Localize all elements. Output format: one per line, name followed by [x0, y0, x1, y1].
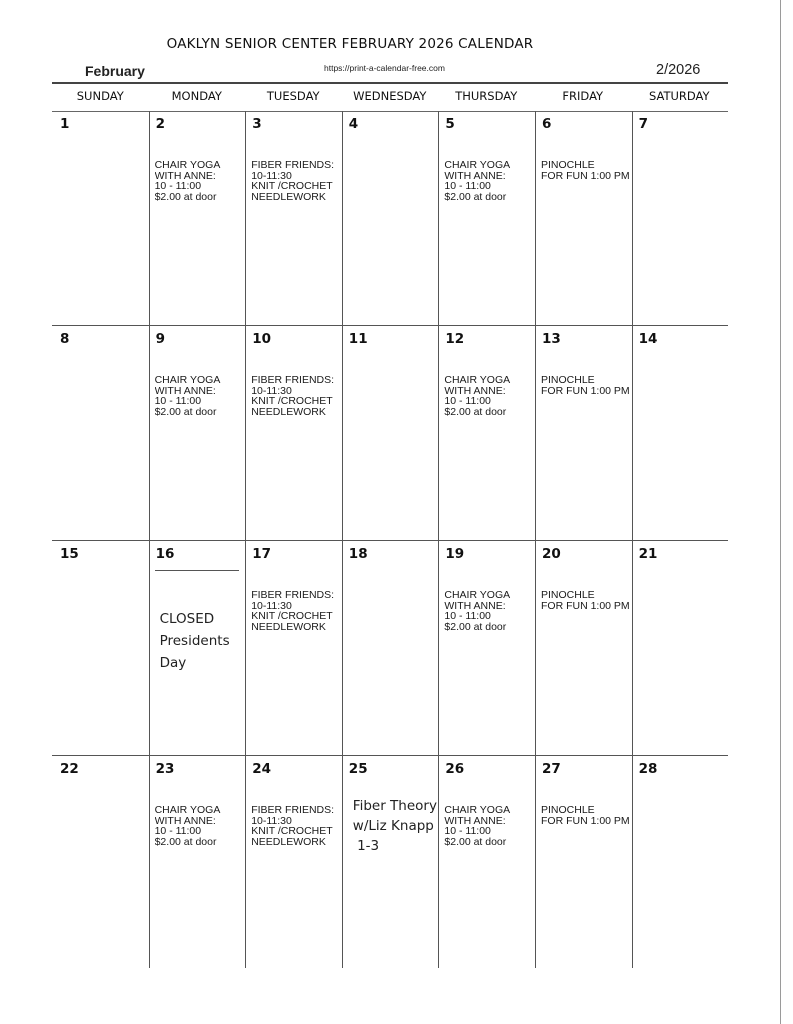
- day-number: 4: [348, 116, 359, 132]
- weekday-label-sunday: SUNDAY: [76, 89, 124, 103]
- date-underline: [155, 570, 239, 571]
- event-text: FIBER FRIENDS: 10-11:30 KNIT /CROCHET NEEDLEWORK: [251, 590, 335, 632]
- event-text: PINOCHLE FOR FUN 1:00 PM: [541, 590, 630, 611]
- day-cell: [632, 111, 729, 325]
- calendar-week: [52, 326, 728, 541]
- day-cell: [52, 756, 149, 968]
- calendar-week: [52, 541, 728, 756]
- day-number: 21: [638, 546, 658, 562]
- calendar-week: [52, 756, 728, 968]
- day-number: 17: [252, 546, 271, 562]
- day-cell: [149, 111, 246, 325]
- event-text: PINOCHLE FOR FUN 1:00 PM: [541, 160, 630, 181]
- day-cell: [52, 111, 149, 325]
- weekday-label-thursday: THURSDAY: [455, 89, 518, 103]
- month-number: 2/2026: [656, 62, 701, 78]
- day-number: 16: [155, 546, 175, 562]
- weekday-label-saturday: SATURDAY: [648, 89, 710, 103]
- day-number: 24: [252, 761, 271, 777]
- day-number: 13: [542, 331, 561, 347]
- day-cell: [245, 541, 342, 755]
- day-number: 28: [638, 761, 658, 777]
- day-number: 9: [155, 331, 165, 347]
- day-number: 27: [542, 761, 561, 777]
- day-number: 3: [252, 116, 262, 132]
- event-text: CHAIR YOGA WITH ANNE: 10 - 11:00 $2.00 at door: [444, 590, 511, 632]
- day-number: 2: [155, 116, 165, 132]
- day-number: 14: [638, 331, 658, 347]
- day-cell: [535, 756, 632, 968]
- event-text: FIBER FRIENDS: 10-11:30 KNIT /CROCHET NEEDLEWORK: [251, 375, 335, 417]
- event-text: FIBER FRIENDS: 10-11:30 KNIT /CROCHET NEEDLEWORK: [251, 160, 335, 202]
- event-text: CHAIR YOGA WITH ANNE: 10 - 11:00 $2.00 at door: [444, 805, 511, 847]
- day-cell: [342, 541, 439, 755]
- handwritten-note: Fiber Theory w/Liz Knapp 1-3: [352, 798, 437, 854]
- day-number: 20: [542, 546, 561, 562]
- weekday-label-wednesday: WEDNESDAY: [353, 89, 427, 103]
- page-title: OAKLYN SENIOR CENTER FEBRUARY 2026 CALENDAR: [166, 36, 534, 52]
- day-number: 18: [348, 546, 368, 562]
- event-text: FIBER FRIENDS: 10-11:30 KNIT /CROCHET NEEDLEWORK: [251, 805, 335, 847]
- day-cell: [535, 111, 632, 325]
- day-cell: [342, 111, 439, 325]
- day-cell: [342, 326, 439, 540]
- day-number: 22: [60, 761, 79, 777]
- day-cell: [52, 326, 149, 540]
- day-cell: [149, 541, 246, 755]
- day-number: 11: [348, 331, 368, 347]
- event-text: CHAIR YOGA WITH ANNE: 10 - 11:00 $2.00 at door: [154, 375, 221, 417]
- event-text: PINOCHLE FOR FUN 1:00 PM: [541, 805, 630, 826]
- event-text: CHAIR YOGA WITH ANNE: 10 - 11:00 $2.00 at door: [154, 160, 221, 202]
- day-cell: [438, 326, 535, 540]
- day-cell: [52, 541, 149, 755]
- day-cell: [245, 111, 342, 325]
- day-number: 1: [60, 116, 70, 132]
- day-number: 10: [252, 331, 271, 347]
- scan-edge-line: [780, 0, 781, 1024]
- weekday-label-tuesday: TUESDAY: [266, 89, 320, 103]
- event-text: CHAIR YOGA WITH ANNE: 10 - 11:00 $2.00 at door: [154, 805, 221, 847]
- day-cell: [149, 756, 246, 968]
- day-cell: [438, 756, 535, 968]
- day-cell: [438, 541, 535, 755]
- day-number: 5: [445, 116, 455, 132]
- day-cell: [245, 756, 342, 968]
- site-url: https://print-a-calendar-free.com: [324, 63, 445, 73]
- day-number: 15: [60, 546, 79, 562]
- event-text: PINOCHLE FOR FUN 1:00 PM: [541, 375, 630, 396]
- day-cell: [632, 326, 729, 540]
- day-cell: [342, 756, 439, 968]
- day-cell: [438, 111, 535, 325]
- day-number: 19: [445, 546, 465, 562]
- month-name: February: [85, 63, 145, 79]
- day-number: 26: [445, 761, 465, 777]
- day-number: 23: [155, 761, 175, 777]
- day-cell: [632, 541, 729, 755]
- day-number: 25: [348, 761, 368, 777]
- day-cell: [535, 541, 632, 755]
- day-number: 6: [542, 116, 552, 132]
- weekday-header: [52, 84, 728, 112]
- calendar-grid: [52, 111, 728, 968]
- weekday-label-monday: MONDAY: [171, 89, 222, 103]
- day-cell: [632, 756, 729, 968]
- day-number: 8: [60, 331, 70, 347]
- day-cell: [245, 326, 342, 540]
- day-cell: [149, 326, 246, 540]
- weekday-label-friday: FRIDAY: [562, 89, 604, 103]
- handwritten-note: CLOSED Presidents Day: [159, 611, 230, 671]
- calendar-week: [52, 111, 728, 326]
- event-text: CHAIR YOGA WITH ANNE: 10 - 11:00 $2.00 at door: [444, 160, 511, 202]
- event-text: CHAIR YOGA WITH ANNE: 10 - 11:00 $2.00 at door: [444, 375, 511, 417]
- day-number: 12: [445, 331, 465, 347]
- day-number: 7: [638, 116, 648, 132]
- day-cell: [535, 326, 632, 540]
